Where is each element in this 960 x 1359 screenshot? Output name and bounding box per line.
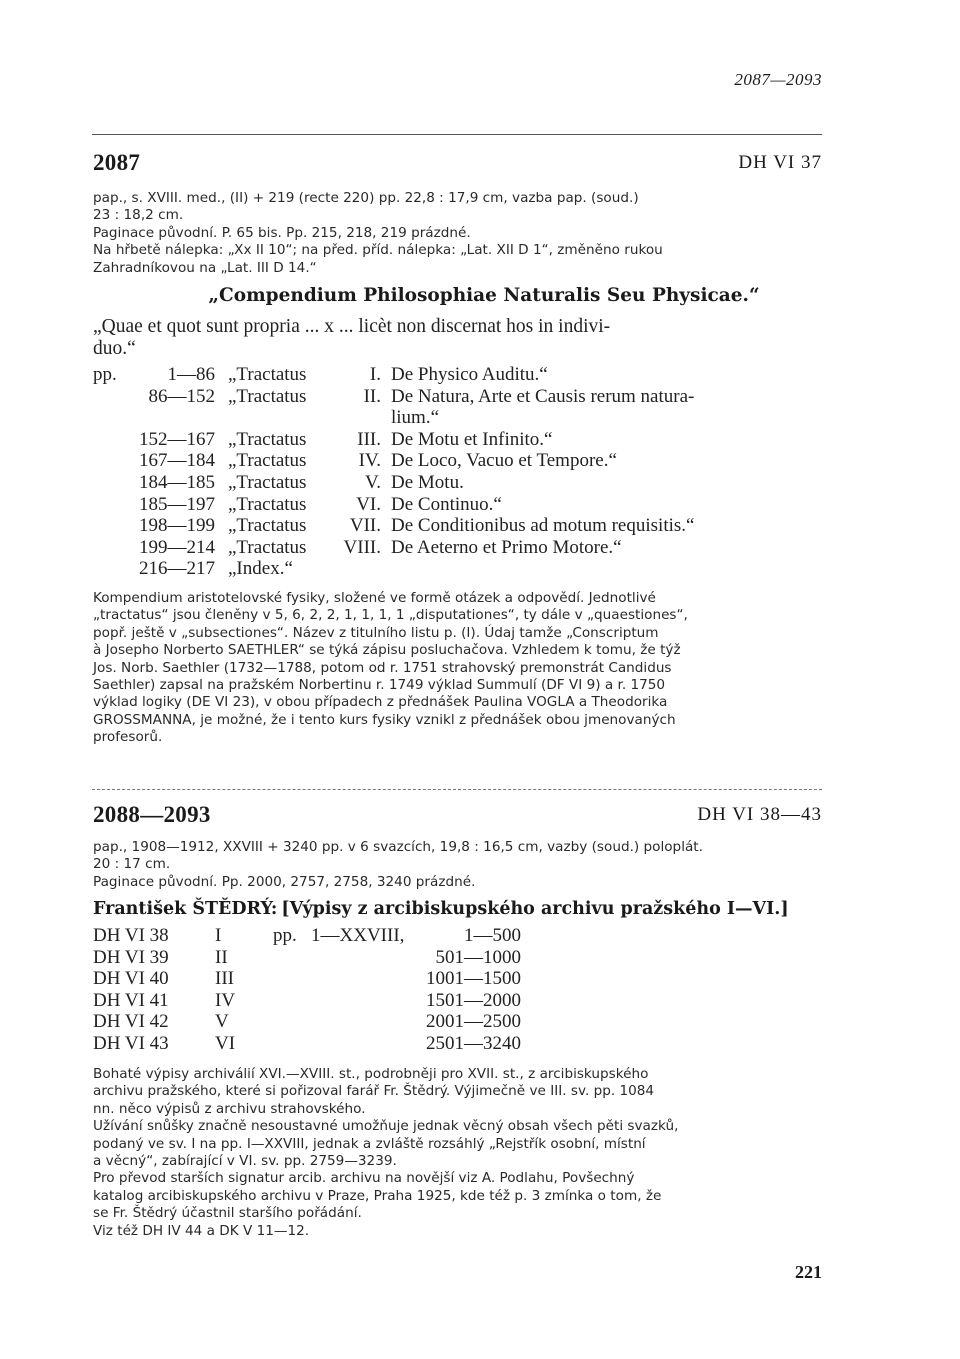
pp-label: pp. [93,364,117,385]
entry-note [93,1066,823,1240]
tractatus-title: De Conditionibus ad motum requisitis.“ [391,515,695,537]
volume-number: IV [215,989,236,1011]
note-line: výklad logiky (DE VI 23), v obou případech z přednášek Paulina VOGLA a Theodorika [93,694,668,711]
note-line: katalog arcibiskupského archivu v Praze, Praha 1925, kde též p. 3 zmínka o tom, že [93,1187,662,1204]
page-range: 152—167 [139,428,215,450]
tractatus-title: De Natura, Arte et Causis rerum natura- [391,385,695,407]
entry-signature: DH VI 38—43 [697,804,822,825]
note-line: Bohaté výpisy archiválií XVI.—XVIII. st., podrobněji pro XVII. st., z arcibiskupského [93,1066,649,1082]
volume-number: II [215,946,228,968]
tractatus-title: De Motu et Infinito.“ [391,428,553,450]
tractatus-number: VIII. [343,536,381,558]
page-range: 2001—2500 [426,1011,521,1033]
volume-signature: DH VI 38 [93,925,169,946]
tractatus-label: „Tractatus [228,536,307,558]
page-range: 86—152 [148,385,215,407]
tractatus-number: IV. [358,450,381,472]
desc-line: 23 : 18,2 cm. [93,207,184,224]
contents-row [93,364,823,386]
tractatus-title: De Motu. [391,472,464,493]
note-line: Jos. Norb. Saethler (1732—1788, potom od r. 1751 strahovský premonstrát Candidus [93,659,672,676]
note-line: Viz též DH IV 44 a DK V 11—12. [93,1222,310,1239]
note-line: a věcný“, zabírající v VI. sv. pp. 2759—3239. [93,1153,397,1170]
page-range: 216—217 [139,558,215,580]
note-line: popř. ještě v „subsectiones“. Název z titulního listu p. (I). Údaj tamže „Conscriptum [93,624,659,641]
note-line: GROSSMANNA, je možné, že i tento kurs fysiky vznikl z přednášek obou jmenovaných [93,711,676,728]
page-range: 2501—3240 [426,1033,521,1054]
volume-row [93,925,823,947]
tractatus-number: VI. [356,493,381,515]
front-matter-range: 1—XXVIII, [311,925,405,946]
note-line: „tractatus“ jsou členěny v 5, 6, 2, 2, 1, 1, 1, 1 „disputationes“, ty dále v „quaestiones“, [93,607,688,624]
running-head: 2087—2093 [734,70,822,89]
note-line: Užívání snůšky značně nesoustavné umožňuje jednak věcný obsah všech pěti svazků, [93,1118,679,1135]
index-label: „Index.“ [228,558,293,580]
contents-row [93,472,823,494]
tractatus-label: „Tractatus [228,515,307,537]
desc-line: pap., 1908—1912, XXVIII + 3240 pp. v 6 svazcích, 19,8 : 16,5 cm, vazby (soud.) poloplát. [93,839,703,855]
page-range: 1501—2000 [426,989,521,1011]
tractatus-label: „Tractatus [228,385,307,407]
page-range: 167—184 [139,450,215,472]
tractatus-number: II. [363,385,381,407]
tractatus-label: „Tractatus [228,493,307,515]
volume-row [93,1011,823,1033]
incipit-line: duo.“ [93,338,136,359]
tractatus-title: De Continuo.“ [391,493,502,515]
page-range: 199—214 [139,536,215,558]
page-range: 185—197 [139,493,215,515]
volume-row [93,947,823,969]
volume-signature: DH VI 39 [93,946,169,968]
volume-signature: DH VI 43 [93,1033,169,1054]
volume-row [93,1033,823,1055]
entry-note [93,590,823,747]
entry-signature: DH VI 37 [738,152,822,173]
tractatus-label: „Tractatus [228,428,307,450]
page-range: 501—1000 [435,946,521,968]
tractatus-label: „Tractatus [228,450,307,472]
page-number: 221 [795,1262,822,1282]
top-rule [92,134,822,135]
pp-label: pp. [273,925,297,946]
page-range: 184—185 [139,472,215,493]
entry-separator [92,789,822,790]
page-range: 198—199 [139,515,215,537]
contents-table [93,364,823,584]
contents-row [93,494,823,516]
entry-number: 2087 [93,150,141,175]
entry-description [93,839,823,891]
entry-description [93,190,823,277]
tractatus-title: De Loco, Vacuo et Tempore.“ [391,450,617,472]
author-name: František ŠTĚDRÝ: [93,899,278,919]
work-title: „Compendium Philosophiae Naturalis Seu Physicae.“ [208,285,760,306]
desc-line: Paginace původní. P. 65 bis. Pp. 215, 218, 219 prázdné. [93,224,471,241]
note-line: profesorů. [93,729,163,746]
desc-line: Zahradníkovou na „Lat. III D 14.“ [93,259,317,276]
volumes-table [93,925,823,1057]
tractatus-title-continued: lium.“ [391,407,440,429]
volume-signature: DH VI 40 [93,968,169,990]
contents-row [93,407,823,429]
contents-row [93,537,823,559]
contents-row [93,450,823,472]
volume-row [93,968,823,990]
desc-line: 20 : 17 cm. [93,856,171,873]
volume-number: VI [215,1033,236,1054]
tractatus-label: „Tractatus [228,472,307,493]
volume-number: III [215,968,234,990]
page-range: 1—500 [464,925,521,946]
tractatus-title: De Physico Auditu.“ [391,364,548,385]
page-range: 1001—1500 [426,968,521,990]
volume-signature: DH VI 42 [93,1011,169,1033]
tractatus-number: VII. [349,515,381,537]
desc-line: pap., s. XVIII. med., (II) + 219 (recte 220) pp. 22,8 : 17,9 cm, vazba pap. (soud.) [93,190,639,206]
contents-row [93,386,823,408]
volume-number: I [215,925,222,946]
volume-number: V [215,1011,229,1033]
page-range: 1—86 [167,364,215,385]
note-line: podaný ve sv. I na pp. I—XXVIII, jednak a zvláště rozsáhlý „Rejstřík osobní, místní [93,1135,646,1152]
entry-number: 2088—2093 [93,802,211,827]
note-line: Pro převod starších signatur arcib. archivu na novější viz A. Podlahu, Povšechný [93,1170,635,1187]
note-line: Saethler) zapsal na pražském Norbertinu r. 1749 výklad Summulí (DF VI 9) a r. 1750 [93,677,666,694]
note-line: à Josepho Norberto SAETHLER“ se týká zápisu posluchačova. Vzhledem k tomu, že týž [93,642,681,659]
tractatus-title: De Aeterno et Primo Motore.“ [391,536,622,558]
volume-signature: DH VI 41 [93,989,169,1011]
desc-line: Paginace původní. Pp. 2000, 2757, 2758, 3240 prázdné. [93,873,476,890]
note-line: se Fr. Štědrý účastnil staršího pořádání. [93,1205,362,1222]
contents-row [93,558,823,580]
author-title-line [93,899,789,919]
contents-row [93,429,823,451]
tractatus-label: „Tractatus [228,364,307,385]
incipit-line: „Quae et quot sunt propria ... x ... licèt non discernat hos in indivi- [93,316,611,337]
incipit [93,316,823,360]
contents-row [93,515,823,537]
note-line: archivu pražského, které si pořizoval farář Fr. Štědrý. Výjimečně ve III. sv. pp. 1084 [93,1083,655,1100]
volume-row [93,990,823,1012]
tractatus-number: I. [369,364,381,385]
work-title: [Výpisy z arcibiskupského archivu pražského I—VI.] [281,899,789,919]
tractatus-number: III. [357,428,381,450]
tractatus-number: V. [364,472,381,493]
desc-line: Na hřbetě nálepka: „Xx II 10“; na před. příd. nálepka: „Lat. XII D 1“, změněno rukou [93,242,663,259]
note-line: nn. něco výpisů z archivu strahovského. [93,1100,366,1117]
note-line: Kompendium aristotelovské fysiky, složené ve formě otázek a odpovědí. Jednotlivé [93,590,656,606]
